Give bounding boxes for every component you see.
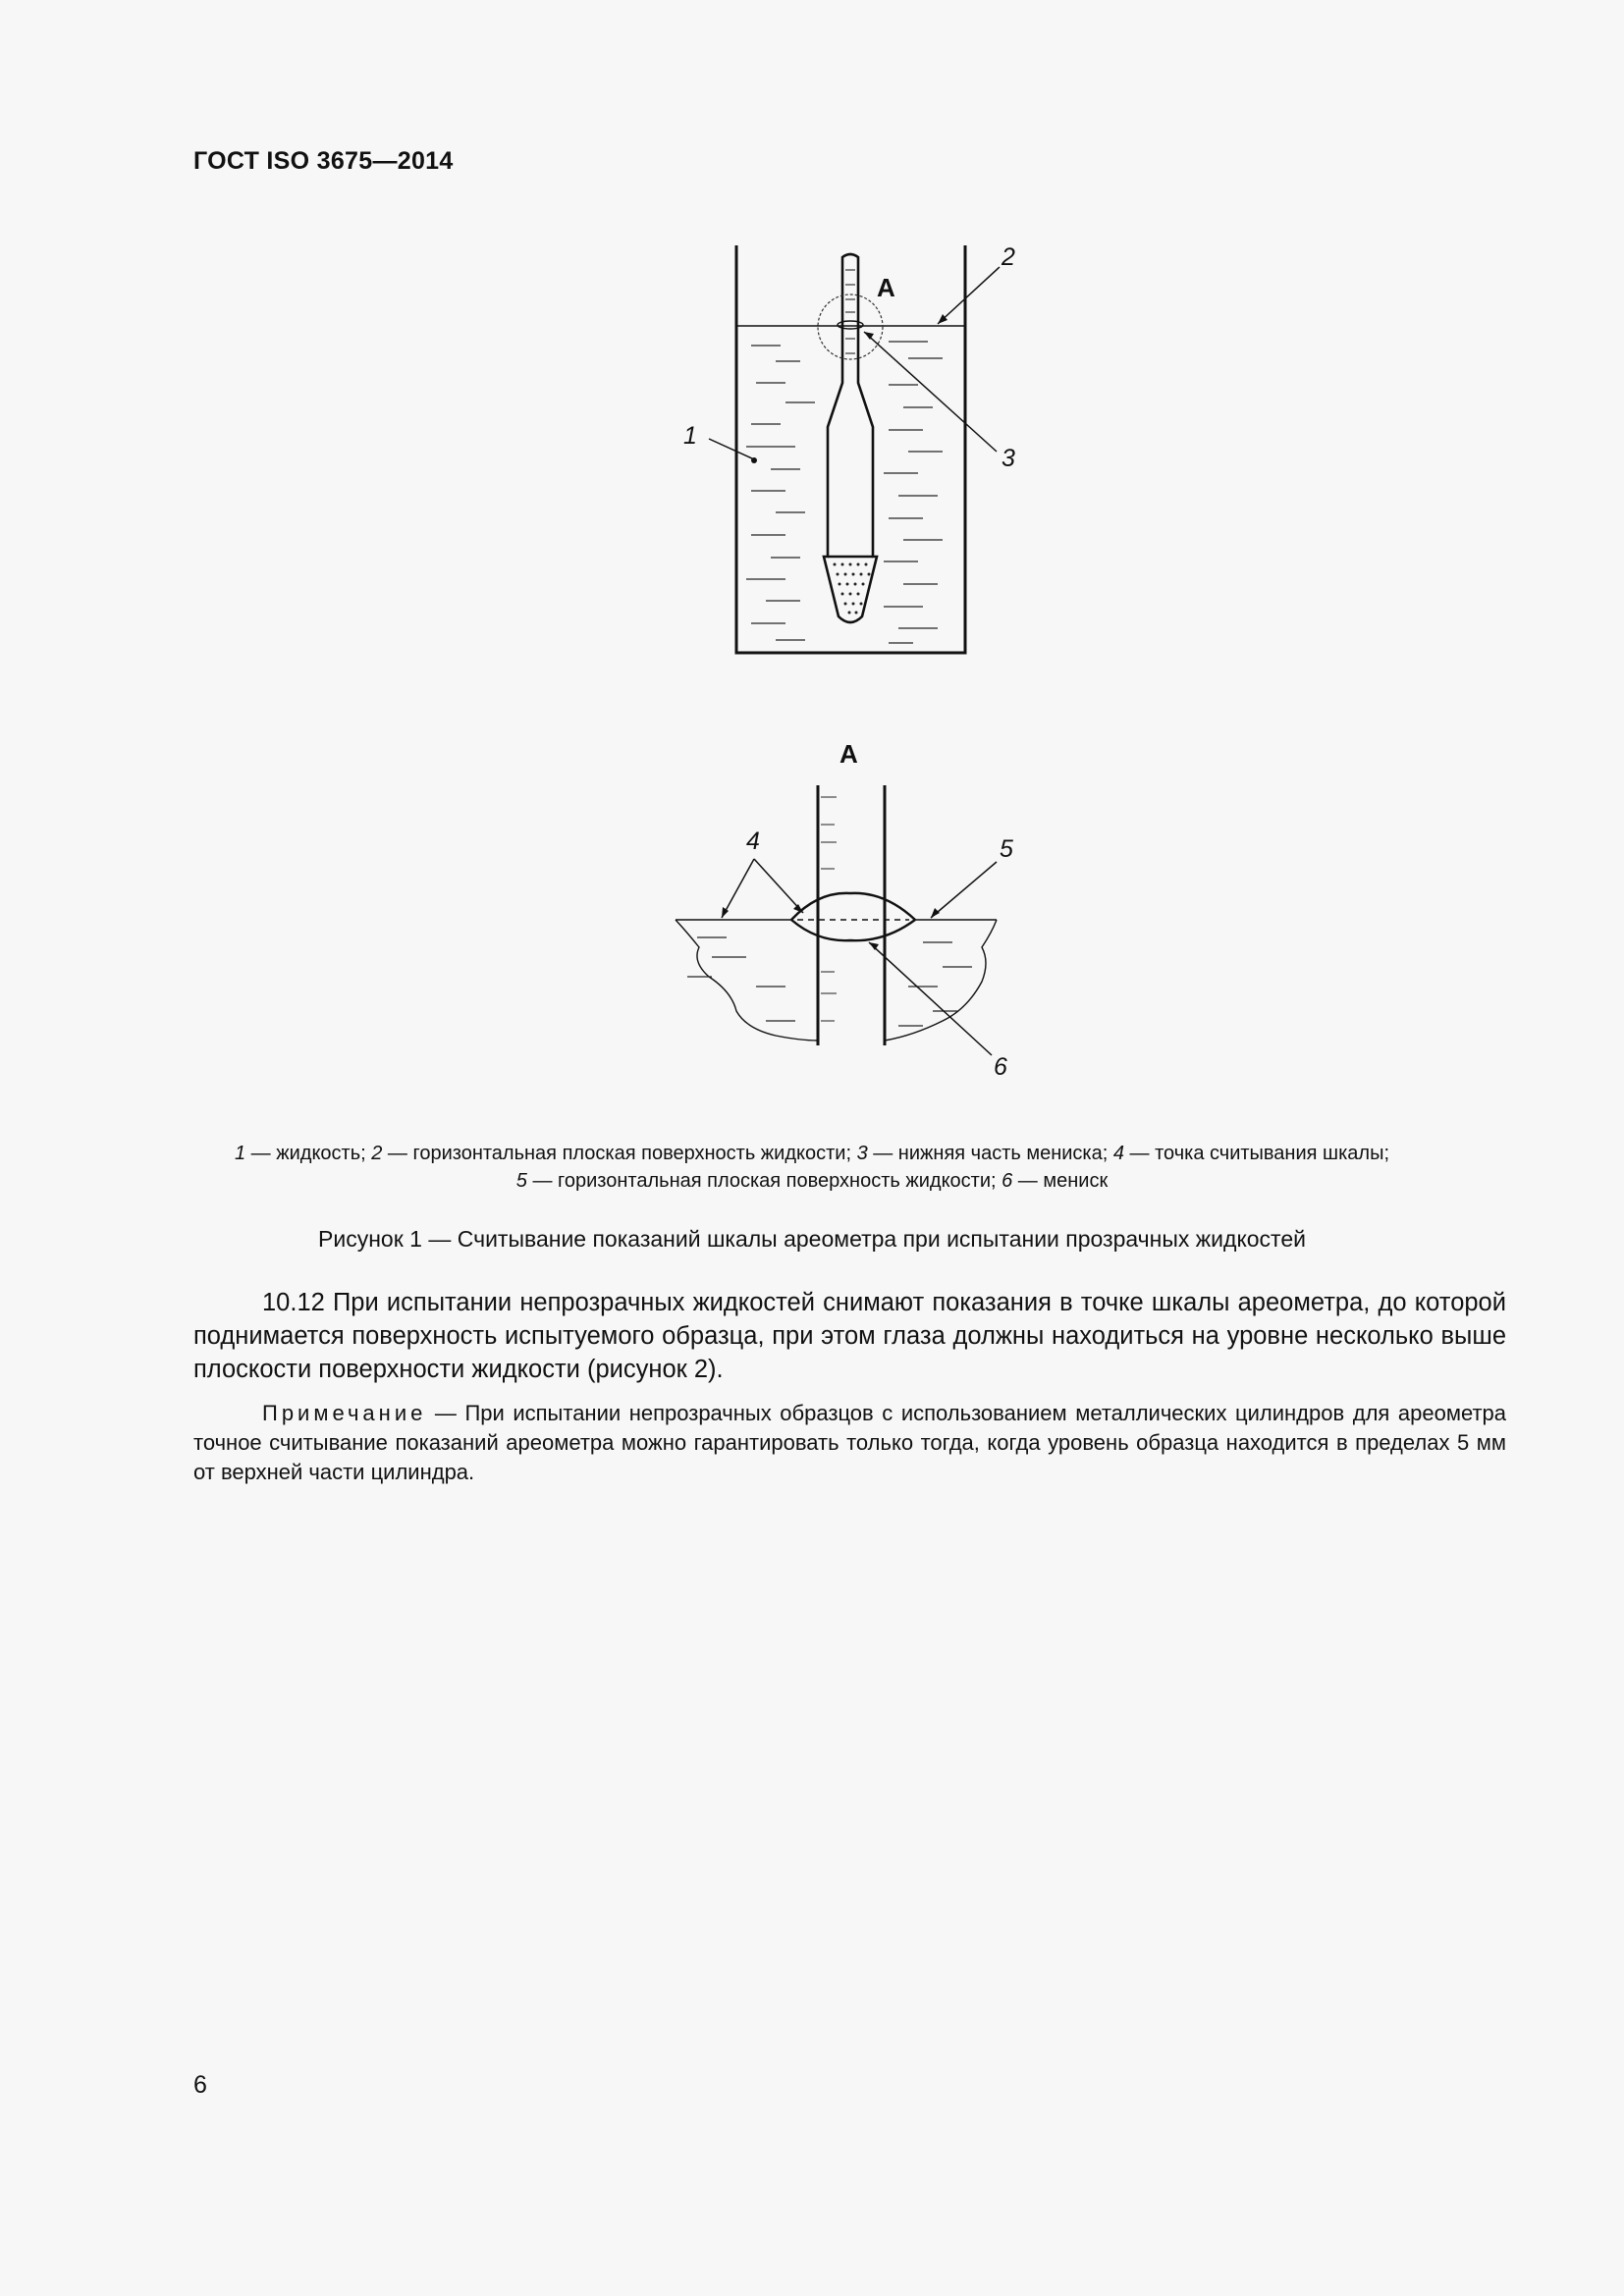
legend-text-6: — мениск <box>1012 1170 1109 1192</box>
detail-circle-a <box>818 294 883 359</box>
detail-letter-a: А <box>877 273 895 302</box>
arrow-5 <box>931 908 940 918</box>
legend-text-2: — горизонтальная плоская поверхность жидкости; <box>382 1143 857 1164</box>
figure-legend-line2 <box>157 1167 1467 1195</box>
legend-num-4: 4 <box>1112 1143 1124 1164</box>
label-4: 4 <box>746 828 760 855</box>
arrow-6 <box>869 942 879 950</box>
note-text: — При испытании непрозрачных образцов с использованием металлических цилиндров для ареометра точное считывание показаний ареометра можно гарантировать только тогда, когда уровень образца находится в пределах 5 мм от верхней части цилиндра. <box>193 1401 1506 1484</box>
legend-text-5: — горизонтальная плоская поверхность жидкости; <box>526 1170 1002 1192</box>
figure-cylinder-drawing <box>0 0 1624 1139</box>
liquid-hatching <box>746 342 943 643</box>
label-6: 6 <box>994 1053 1007 1081</box>
leader-lines-top <box>709 267 1000 459</box>
label-1: 1 <box>683 422 697 450</box>
document-header: ГОСТ ISO 3675—2014 <box>193 147 454 175</box>
detail-scale-marks <box>821 797 837 1021</box>
label-5: 5 <box>1000 835 1013 863</box>
detail-title-a: А <box>839 739 858 769</box>
hydrometer <box>824 254 877 622</box>
detail-liquid-hatching <box>687 937 972 1026</box>
figure-svg <box>0 0 1624 1139</box>
legend-num-6: 6 <box>1001 1170 1013 1192</box>
legend-text-4: — точка считывания шкалы; <box>1123 1143 1389 1164</box>
dot-1 <box>751 457 757 463</box>
legend-num-1: 1 <box>234 1143 246 1164</box>
leader-lines-detail <box>722 859 997 1055</box>
legend-num-5: 5 <box>515 1170 527 1192</box>
note-label: Примечание <box>262 1401 427 1425</box>
legend-text-3: — нижняя часть мениска; <box>867 1143 1113 1164</box>
legend-text-1: — жидкость; <box>245 1143 372 1164</box>
label-2: 2 <box>1001 243 1015 271</box>
figure-legend-line1 <box>157 1140 1467 1167</box>
hydrometer-stem-scale <box>845 270 855 353</box>
figure-caption: Рисунок 1 — Считывание показаний шкалы ареометра при испытании прозрачных жидкостей <box>318 1226 1306 1252</box>
legend-num-2: 2 <box>371 1143 383 1164</box>
label-3: 3 <box>1001 445 1015 472</box>
page-number: 6 <box>193 2071 207 2099</box>
legend-num-3: 3 <box>856 1143 868 1164</box>
note-block <box>193 1399 1506 1487</box>
cylinder-vessel <box>736 245 965 653</box>
paragraph-10-12: 10.12 При испытании непрозрачных жидкостей снимают показания в точке шкалы ареометра, до которой поднимается поверхность испытуемого образца, при этом глаза должны находиться на уровне несколько выше плоскости поверхности жидкости (рисунок 2). <box>193 1289 1506 1383</box>
